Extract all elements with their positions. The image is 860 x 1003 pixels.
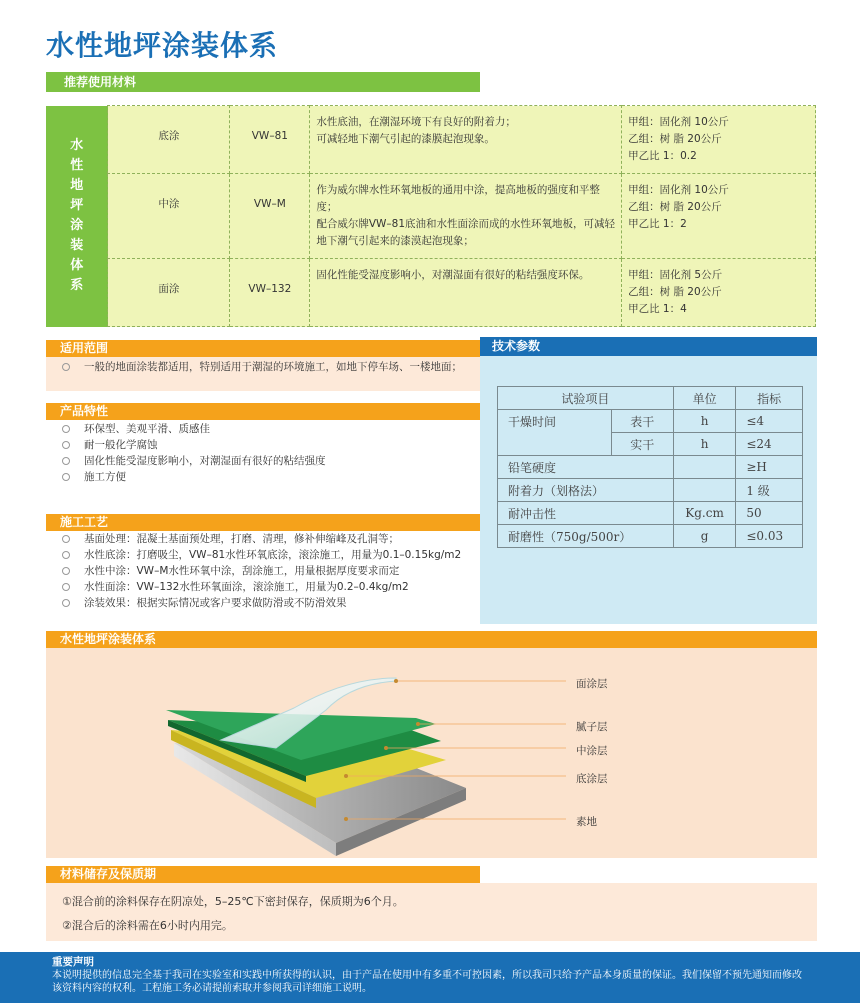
list-item: 耐一般化学腐蚀 (46, 437, 480, 453)
table-cell: 1 级 (736, 479, 803, 502)
table-row (498, 410, 803, 433)
footer-line: 本说明提供的信息完全基于我司在实验室和实践中所获得的认识，由于产品在使用中有多重不可控因素，所以我司只给予产品本身质量的保证。我们保留不预先通知而修改 (52, 970, 802, 981)
recommend-header: 推荐使用材料 (46, 72, 480, 92)
col-header: 单位 (673, 387, 736, 410)
tech-table (497, 386, 803, 548)
table-cell: 耐磨性（750g/500r） (498, 525, 674, 548)
layer-label: 腻子层 (576, 721, 608, 733)
features-list (46, 420, 480, 504)
table-row (498, 387, 803, 410)
scope-header: 适用范围 (46, 340, 480, 357)
table-row (498, 479, 803, 502)
layer-cell: 中涂 (108, 174, 230, 259)
table-cell: ≤24 (736, 433, 803, 456)
footer-title: 重要声明 (52, 956, 94, 968)
table-row (46, 106, 816, 174)
code-cell: VW–81 (230, 106, 310, 174)
table-cell: ≥H (736, 456, 803, 479)
list-item: 水性面涂：VW–132水性环氧面涂，滚涂施工，用量为0.2–0.4kg/m2 (46, 579, 480, 595)
features-header: 产品特性 (46, 403, 480, 420)
layer-label: 底涂层 (576, 773, 608, 785)
table-cell: 实干 (611, 433, 673, 456)
desc-cell: 固化性能受湿度影响小，对潮湿面有很好的粘结强度环保。 (310, 259, 622, 327)
table-cell: ≤4 (736, 410, 803, 433)
mix-cell: 甲组：固化剂 10公斤 乙组：树 脂 20公斤 甲乙比 1：0.2 (622, 106, 816, 174)
desc-cell: 水性底油，在潮湿环境下有良好的附着力； 可减轻地下潮气引起的漆膜起泡现象。 (310, 106, 622, 174)
page-title: 水性地坪涂装体系 (46, 29, 279, 62)
list-item: 一般的地面涂装都适用，特别适用于潮湿的环境施工，如地下停车场、一楼地面； (46, 359, 480, 375)
table-cell: Kg.cm (673, 502, 736, 525)
code-cell: VW–132 (230, 259, 310, 327)
table-cell: h (673, 433, 736, 456)
table-cell: 50 (736, 502, 803, 525)
footer-line: 该资料内容的权利。工程施工务必请提前索取并参阅我司详细施工说明。 (52, 983, 372, 994)
col-header: 指标 (736, 387, 803, 410)
list-item: 水性中涂：VW–M水性环氧中涂，刮涂施工，用量根据厚度要求而定 (46, 563, 480, 579)
table-cell (673, 456, 736, 479)
system-vertical-label: 水 性 地 坪 涂 装 体 系 (46, 106, 108, 327)
system-header: 水性地坪涂装体系 (46, 631, 817, 648)
storage-panel (46, 883, 817, 941)
table-row (498, 525, 803, 548)
list-item: 施工方便 (46, 469, 480, 485)
mix-cell: 甲组：固化剂 10公斤 乙组：树 脂 20公斤 甲乙比 1：2 (622, 174, 816, 259)
dry-label: 干燥时间 (498, 410, 612, 456)
list-item: 固化性能受湿度影响小，对潮湿面有很好的粘结强度 (46, 453, 480, 469)
footer-disclaimer (0, 952, 860, 1003)
table-cell: ≤0.03 (736, 525, 803, 548)
storage-item: ①混合前的涂料保存在阴凉处，5–25℃下密封保存，保质期为6个月。 (62, 895, 404, 908)
layer-label: 面涂层 (576, 678, 608, 690)
list-item: 水性底涂：打磨吸尘，VW–81水性环氧底涂，滚涂施工，用量为0.1–0.15kg/m2 (46, 547, 480, 563)
table-cell: 铅笔硬度 (498, 456, 674, 479)
layer-cell: 面涂 (108, 259, 230, 327)
list-item: 涂装效果：根据实际情况或客户要求做防滑或不防滑效果 (46, 595, 480, 611)
table-cell: 耐冲击性 (498, 502, 674, 525)
layer-diagram (46, 648, 817, 858)
table-cell: 附着力（划格法） (498, 479, 674, 502)
table-cell: g (673, 525, 736, 548)
code-cell: VW–M (230, 174, 310, 259)
table-cell: 表干 (611, 410, 673, 433)
layer-label: 中涂层 (576, 745, 608, 757)
tech-header: 技术参数 (480, 337, 817, 356)
materials-table (46, 105, 816, 327)
table-cell (673, 479, 736, 502)
process-header: 施工工艺 (46, 514, 480, 531)
scope-list (46, 357, 480, 391)
process-list (46, 531, 480, 623)
table-cell: h (673, 410, 736, 433)
list-item: 基面处理：混凝土基面预处理，打磨、清理，修补伸缩峰及孔洞等； (46, 531, 480, 547)
layer-label: 素地 (576, 816, 597, 828)
col-header: 试验项目 (498, 387, 674, 410)
storage-header: 材料储存及保质期 (46, 866, 480, 883)
table-row (46, 259, 816, 327)
layer-cell: 底涂 (108, 106, 230, 174)
table-row (498, 502, 803, 525)
table-row (498, 456, 803, 479)
mix-cell: 甲组：固化剂 5公斤 乙组：树 脂 20公斤 甲乙比 1：4 (622, 259, 816, 327)
table-row (46, 174, 816, 259)
desc-cell: 作为威尔牌水性环氧地板的通用中涂，提高地板的强度和平整度； 配合威尔牌VW–81底油和水性面涂而成的水性环氧地板，可减轻地下潮气引起来的漆漠起泡现象； (310, 174, 622, 259)
storage-item: ②混合后的涂料需在6小时内用完。 (62, 919, 233, 932)
list-item: 环保型、美观平滑、质感佳 (46, 421, 480, 437)
